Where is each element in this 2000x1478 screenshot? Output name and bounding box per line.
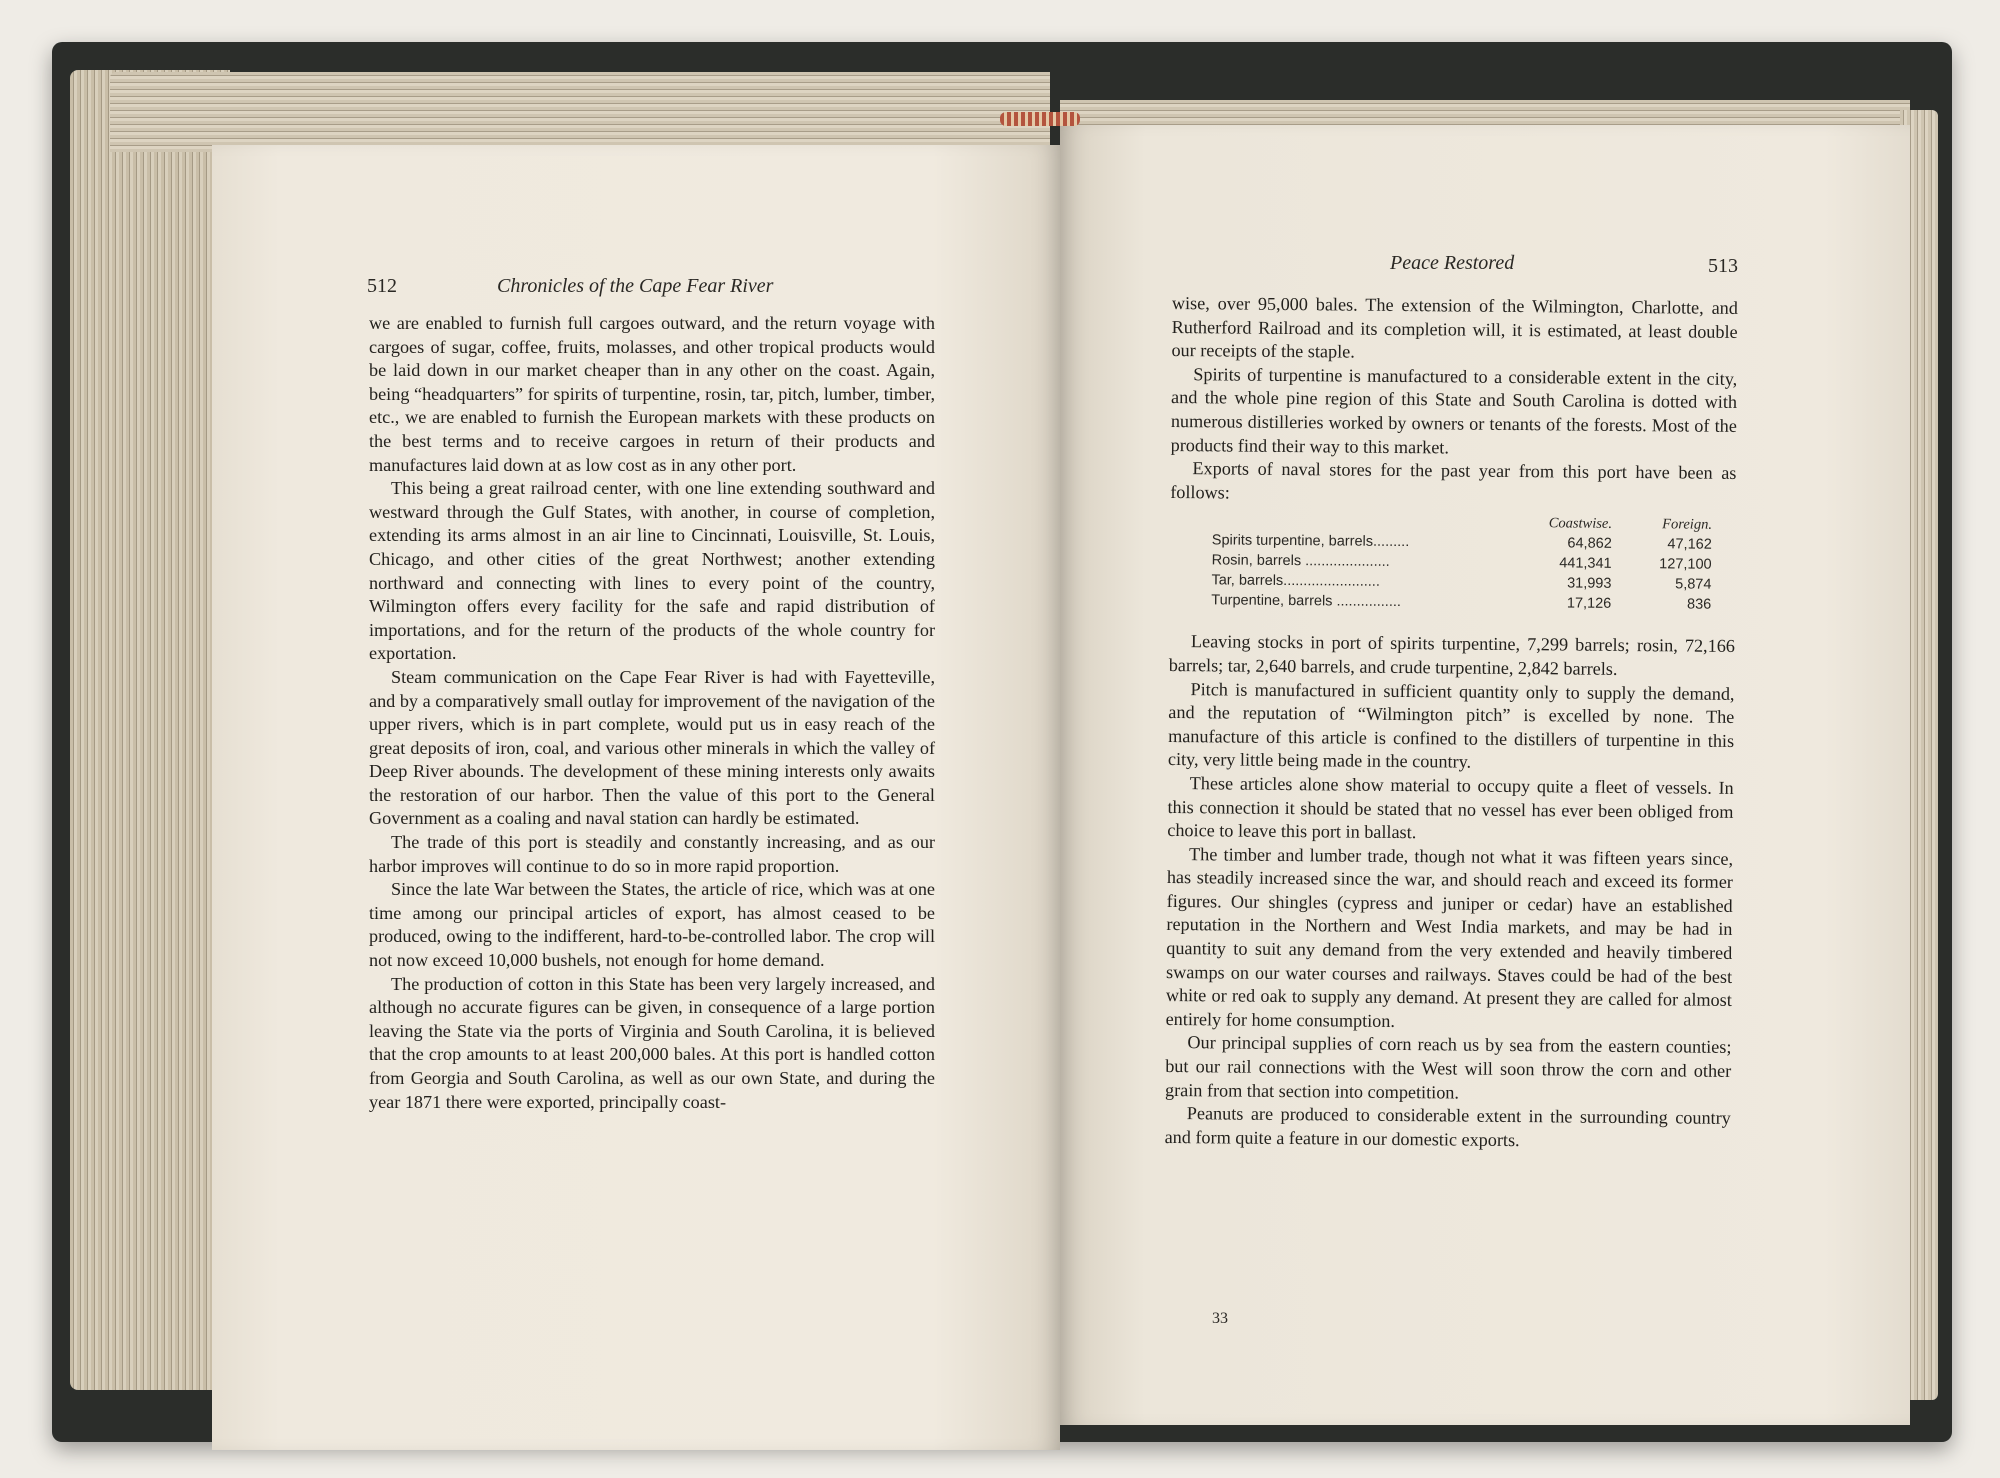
paragraph: The trade of this port is steadily and constantly increasing, and as our harbor improves will continue to do so in more rapid proportion. — [369, 832, 935, 876]
table-cell-label: Rosin, barrels ..................... — [1211, 552, 1390, 571]
left-body-text — [369, 312, 935, 1114]
left-page-number: 512 — [367, 275, 397, 297]
table-cell-label: Spirits turpentine, barrels......... — [1211, 532, 1410, 551]
paragraph: The timber and lumber trade, though not what it was fifteen years since, has steadily increased since the war, and should reach and exceed its former figures. Our shingles (cypress and juniper or cedar) have an established reputation in the Northern and West India markets, and may be had in quantity to suit any demand from the very extended and heavily timbered swamps on our water courses and railways. Staves could be had of the best white or red oak to supply any demand. At present they are called for almost entirely for home consumption. — [1165, 843, 1734, 1031]
signature-mark: 33 — [1212, 1310, 1228, 1327]
right-running-title: Peace Restored — [1390, 252, 1515, 274]
left-running-title: Chronicles of the Cape Fear River — [497, 275, 774, 297]
paragraph: Peanuts are produced to considerable extent in the surrounding country and form quite a feature in our domestic exports. — [1164, 1103, 1731, 1150]
paragraph: Spirits of turpentine is manufactured to a considerable extent in the city, and the whole pine region of this State and South Carolina is dotted with numerous distilleries worked by owners or tenants of the forests. Most of the products find their way to this market. — [1170, 363, 1738, 457]
table-cell-foreign: 127,100 — [1659, 556, 1712, 574]
paragraph: wise, over 95,000 bales. The extension of the Wilmington, Charlotte, and Rutherford Railroad and its completion will, it is estimated, at least double our receipts of the staple. — [1171, 292, 1738, 362]
table-header-foreign: Foreign. — [1662, 516, 1713, 534]
table-body — [1211, 531, 1732, 616]
page-edges-top-left — [110, 72, 1050, 152]
table-cell-label: Tar, barrels........................ — [1211, 572, 1380, 591]
table-cell-coastwise: 17,126 — [1566, 595, 1612, 613]
paragraph: The production of cotton in this State has been very largely increased, and although no accurate figures can be given, in consequence of a large portion leaving the State via the ports of Virginia and South Carolina, it is believed that the crop amounts to at least 200,000 bales. At this port is handled cotton from Georgia and South Carolina, as well as our own State, and during the year 1871 there were exported, principally coast- — [369, 973, 935, 1112]
right-body-text — [1165, 292, 1738, 1154]
paragraph: we are enabled to furnish full cargoes outward, and the return voyage with cargoes of sugar, coffee, fruits, molasses, and other tropical products would be laid down in our market cheaper than in any other on the coast. Again, being “headquarters” for spirits of turpentine, rosin, tar, pitch, lumber, timber, etc., we are enabled to furnish the European markets with these products on the best terms and to receive cargoes in return of their products and manufactures laid down at as low cost as in any other port. — [369, 313, 935, 475]
page-edges-left — [70, 70, 230, 1390]
table-cell-coastwise: 64,862 — [1567, 535, 1612, 553]
table-cell-foreign: 836 — [1687, 596, 1712, 614]
left-running-head — [212, 275, 1060, 305]
naval-stores-table — [1211, 511, 1732, 616]
right-running-head — [1060, 252, 1910, 285]
paragraph: Exports of naval stores for the past year from this port have been as follows: — [1170, 458, 1737, 503]
table-header-coastwise: Coastwise. — [1548, 515, 1613, 533]
table-cell-foreign: 47,162 — [1667, 536, 1712, 554]
right-paragraphs-before-table — [1170, 292, 1738, 509]
table-cell-coastwise: 441,341 — [1559, 555, 1612, 573]
paragraph: These articles alone show material to occupy quite a fleet of vessels. In this connection it should be stated that no vessel has ever been obliged from choice to leave this port in ballast. — [1167, 773, 1734, 843]
paragraph: This being a great railroad center, with one line extending southward and westward through the Gulf States, with another, in course of completion, extending its arms almost in an air line to Cincinnati, Louisville, St. Louis, Chicago, and other cities of the great Northwest; another extending northward and connecting with lines to every point of the country, Wilmington offers every facility for the safe and rapid distribution of importations, and for the return of the products of the whole country for exportation. — [369, 478, 935, 664]
left-page — [212, 145, 1060, 1450]
headband — [1000, 112, 1080, 126]
right-paragraphs-after-table — [1165, 630, 1736, 1154]
paragraph: Pitch is manufactured in sufficient quantity only to supply the demand, and the reputation of “Wilmington pitch” is excelled by none. The manufacture of this article is confined to the distillers of turpentine in this city, very little being made in the country. — [1167, 678, 1735, 772]
table-cell-coastwise: 31,993 — [1567, 575, 1612, 593]
table-row — [1211, 591, 1731, 616]
paragraph: Our principal supplies of corn reach us by sea from the eastern counties; but our rail connections with the West will soon throw the corn and other grain from that section into competition. — [1164, 1032, 1732, 1103]
table-cell-foreign: 5,874 — [1675, 576, 1712, 594]
paragraph: Steam communication on the Cape Fear River is had with Fayetteville, and by a comparatively small outlay for improvement of the navigation of the upper rivers, which is in part complete, would put us in easy reach of the great deposits of iron, coal, and various other minerals in which the valley of Deep River abounds. The development of these mining interests only awaits the restoration of our harbor. Then the value of this port to the General Government as a coaling and naval station can hardly be estimated. — [369, 666, 935, 829]
right-page-number: 513 — [1708, 255, 1738, 277]
paragraph: Since the late War between the States, the article of rice, which was at one time among our principal articles of export, has almost ceased to be produced, owing to the indifferent, hard-to-be-controlled labor. The crop will not now exceed 10,000 bushels, not enough for home demand. — [369, 879, 935, 971]
right-page — [1060, 125, 1910, 1425]
paragraph: Leaving stocks in port of spirits turpentine, 7,299 barrels; rosin, 72,166 barrels; tar, 2,640 barrels, and crude turpentine, 2,842 barrels. — [1168, 631, 1736, 679]
table-header-label — [1212, 511, 1512, 534]
table-cell-label: Turpentine, barrels ................ — [1211, 592, 1402, 611]
